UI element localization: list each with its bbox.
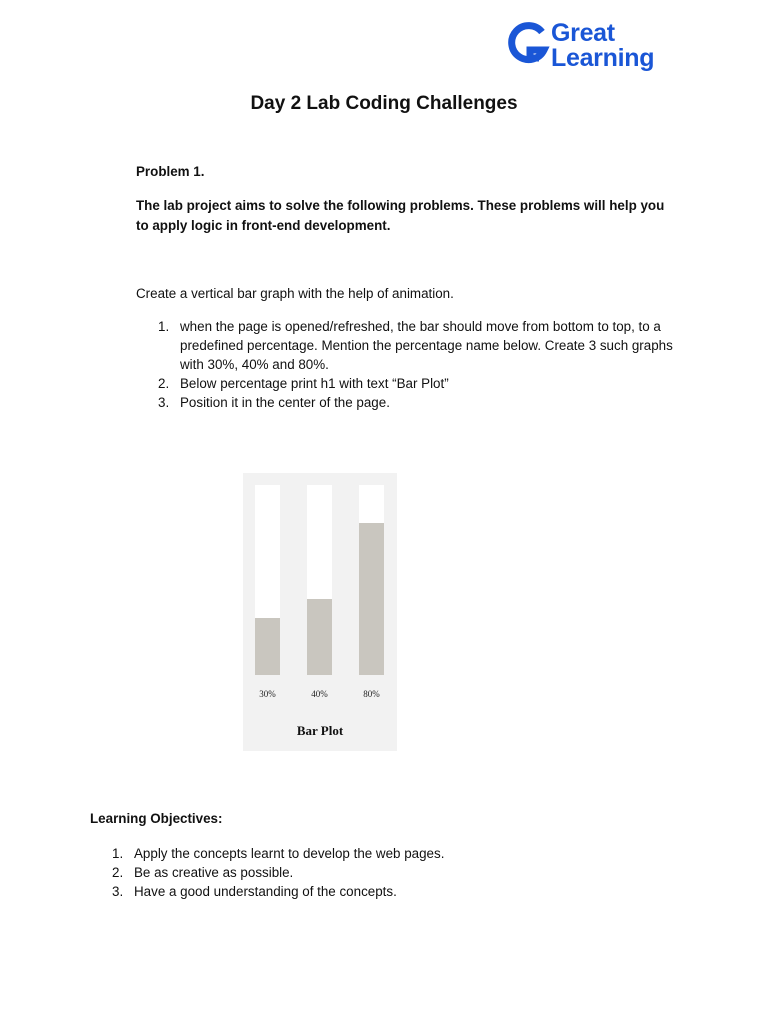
bar-40-percent [307, 599, 332, 675]
bar-label: 30% [259, 689, 276, 699]
list-text: Apply the concepts learnt to develop the web pages. [134, 846, 445, 861]
list-text: Position it in the center of the page. [180, 395, 390, 410]
list-item [112, 882, 632, 901]
list-item [112, 844, 632, 863]
bar-chart-figure [243, 473, 397, 751]
list-number: 1. [158, 319, 170, 334]
intro-paragraph: The lab project aims to solve the following problems. These problems will help you to apply logic in front-end development. [136, 198, 665, 233]
list-number: 2. [158, 376, 170, 391]
logo-wordmark [551, 21, 654, 71]
g-logo-icon [506, 20, 550, 72]
logo-line-1: Great [551, 19, 615, 47]
great-learning-logo [506, 20, 676, 76]
list-number: 2. [112, 865, 124, 880]
task-description: Create a vertical bar graph with the help of animation. [136, 286, 454, 301]
objectives-list [112, 844, 632, 901]
chart-title: Bar Plot [296, 723, 344, 738]
list-item [158, 317, 678, 374]
list-number: 1. [112, 846, 124, 861]
bar-chart [243, 473, 397, 751]
bar-80-percent [359, 523, 384, 675]
list-text: Have a good understanding of the concepts. [134, 884, 397, 899]
list-text: Be as creative as possible. [134, 865, 294, 880]
bar-30-percent [255, 618, 280, 675]
list-number: 3. [112, 884, 124, 899]
requirements-list [158, 317, 678, 412]
page-title: Day 2 Lab Coding Challenges [250, 93, 518, 114]
bar-label: 40% [311, 689, 328, 699]
list-text: Below percentage print h1 with text “Bar Plot” [180, 376, 449, 391]
list-item [158, 393, 678, 412]
list-number: 3. [158, 395, 170, 410]
objectives-heading: Learning Objectives: [90, 811, 223, 826]
list-text: when the page is opened/refreshed, the bar should move from bottom to top, to a predefined percentage. Mention the percentage name below. Create 3 such graphs with 30%, 40% and 80%. [180, 319, 673, 372]
list-item [158, 374, 678, 393]
bar-label: 80% [363, 689, 380, 699]
logo-line-2: Learning [551, 44, 655, 72]
list-item [112, 863, 632, 882]
problem-heading: Problem 1. [136, 164, 205, 179]
